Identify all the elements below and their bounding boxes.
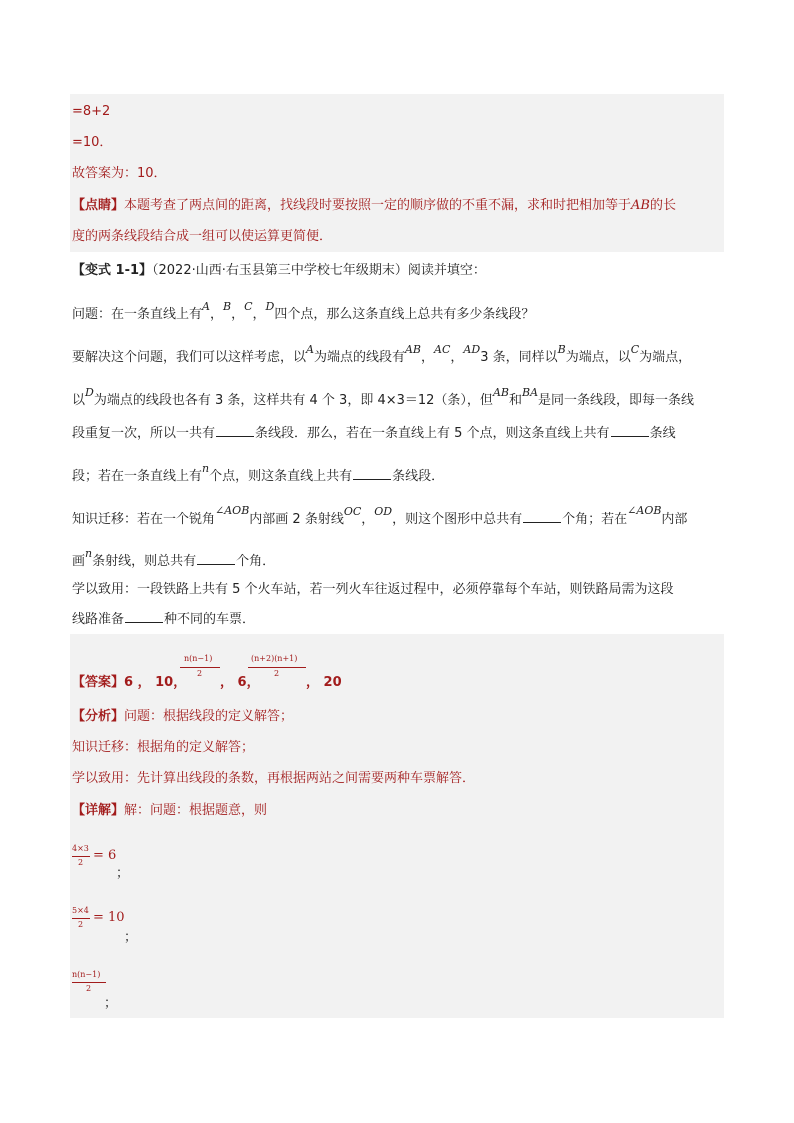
tip-text-b: 的长 <box>649 198 676 213</box>
problem-line-7 <box>72 547 276 571</box>
semicolon: ； <box>104 996 118 1011</box>
detail-line <box>72 802 267 820</box>
problem-line-9 <box>72 610 255 629</box>
tip-line-2: 度的两条线段结合成一组可以使运算更简便． <box>72 229 333 244</box>
fraction-denominator: 2 <box>78 858 84 867</box>
ray-oc: OC <box>343 505 362 518</box>
comma: ， <box>209 307 223 322</box>
semicolon: ； <box>124 930 138 945</box>
text: 和 <box>508 393 522 408</box>
var-n: n <box>85 547 93 560</box>
fraction-numerator: (n+2)(n+1) <box>251 654 298 663</box>
text: 线路准备 <box>72 612 125 627</box>
text: 为端点的线段也各有 3 条，这样共有 4 个 3，即 4×3＝12（条），但 <box>93 393 493 408</box>
text: 种不同的车票． <box>164 612 256 627</box>
problem-title <box>72 262 486 280</box>
calc-line-1: =8+2 <box>72 104 111 119</box>
answer-line <box>72 674 186 692</box>
fraction-denominator: 2 <box>197 669 203 678</box>
text: 段重复一次，所以一共有 <box>72 426 216 441</box>
problem-line-5 <box>72 462 445 486</box>
text: 条线段． <box>392 469 445 484</box>
point-a: A <box>306 343 314 356</box>
problem-line-4 <box>72 424 676 443</box>
equation-rhs: = 6 <box>93 848 117 863</box>
answer-values-3: ， 20 <box>306 675 342 690</box>
answer-blank-6[interactable] <box>125 610 163 623</box>
problem-line-3 <box>72 386 695 410</box>
analysis-text: 问题：根据线段的定义解答； <box>124 709 294 724</box>
answer-blank-1[interactable] <box>216 424 254 437</box>
ray-od: OD <box>374 505 393 518</box>
text: 条线 <box>649 426 676 441</box>
text: 知识迁移：若在一个锐角 <box>72 512 216 527</box>
point-d: D <box>265 300 275 313</box>
answer-blank-5[interactable] <box>197 552 235 565</box>
comma: ， <box>252 307 266 322</box>
text: 个角；若在 <box>562 512 628 527</box>
analysis-line-2: 知识迁移：根据角的定义解答； <box>72 740 255 755</box>
calc-line-2: =10． <box>72 135 113 150</box>
tip-line-1 <box>72 197 676 215</box>
point-a: A <box>202 300 210 313</box>
text: 个点，则这条直线上共有 <box>209 469 353 484</box>
tip-ab: AB <box>631 198 650 213</box>
angle-aob: ∠AOB <box>215 504 250 517</box>
text: 为端点的线段有 <box>313 350 405 365</box>
comma: ， <box>421 350 435 365</box>
text: 画 <box>72 554 86 569</box>
tip-text-a: 本题考查了两点间的距离，找线段时要按照一定的顺序做的不重不漏，求和时把相加等于 <box>124 198 632 213</box>
segment-ad: AD <box>463 343 481 356</box>
analysis-line-3: 学以致用：先计算出线段的条数，再根据两站之间需要两种车票解答． <box>72 771 476 786</box>
segment-ba: BA <box>521 386 539 399</box>
text: 为端点，以 <box>565 350 631 365</box>
analysis-tag: 【分析】 <box>72 709 125 724</box>
fraction-denominator: 2 <box>86 984 92 993</box>
text: 四个点，那么这条直线上总共有多少条线段？ <box>274 307 535 322</box>
fraction-numerator: 5×4 <box>72 906 89 915</box>
text: 要解决这个问题，我们可以这样考虑，以 <box>72 350 307 365</box>
detail-tag: 【详解】 <box>72 803 125 818</box>
point-b: B <box>222 300 232 313</box>
problem-line-2 <box>72 343 692 367</box>
problem-line-8: 学以致用：一段铁路上共有 5 个火车站，若一列火车往返过程中，必须停靠每个车站，则铁路局需为这段 <box>72 582 674 597</box>
text: 是同一条线段，即每一条线 <box>538 393 695 408</box>
tip-tag: 【点睛】 <box>72 198 125 213</box>
answer-statement: 故答案为：10． <box>72 166 167 181</box>
answer-blank-3[interactable] <box>353 467 391 480</box>
fraction-numerator: n(n−1) <box>72 970 101 979</box>
problem-tag: 【变式 1-1】 <box>72 263 153 278</box>
answer-values-1: 6 ， 10， <box>124 675 187 690</box>
segment-ab: AB <box>404 343 422 356</box>
semicolon: ； <box>116 866 130 881</box>
text: 内部画 2 条射线 <box>249 512 344 527</box>
text: 条射线，则总共有 <box>92 554 197 569</box>
problem-line-6 <box>72 504 688 529</box>
analysis-line <box>72 708 293 726</box>
text: 问题：在一条直线上有 <box>72 307 203 322</box>
point-c: C <box>244 300 253 313</box>
equation-rhs: = 10 <box>93 910 125 925</box>
comma: ， <box>231 307 245 322</box>
point-c: C <box>630 343 640 356</box>
answer-values-2: ， 6， <box>220 675 260 690</box>
text: 3 条，同样以 <box>480 350 558 365</box>
text: 内部 <box>661 512 688 527</box>
segment-ab: AB <box>492 386 509 399</box>
answer-fraction-2 <box>248 654 306 684</box>
angle-aob: ∠AOB <box>627 504 662 517</box>
text: 以 <box>72 393 86 408</box>
text: 个角． <box>236 554 276 569</box>
equation-3 <box>72 970 108 1000</box>
comma: ， <box>450 350 464 365</box>
text: ，则这个图形中总共有 <box>392 512 523 527</box>
segment-ac: AC <box>434 343 451 356</box>
fraction-numerator: n(n−1) <box>184 654 213 663</box>
point-b: B <box>557 343 566 356</box>
fraction-denominator: 2 <box>78 920 84 929</box>
comma: ， <box>361 512 375 527</box>
problem-instruction: 阅读并填空： <box>407 263 486 278</box>
text: 段；若在一条直线上有 <box>72 469 203 484</box>
answer-blank-4[interactable] <box>523 510 561 523</box>
text: 条线段．那么，若在一条直线上有 5 个点，则这条直线上共有 <box>255 426 610 441</box>
detail-text: 解：问题：根据题意，则 <box>124 803 268 818</box>
fraction-denominator: 2 <box>274 669 280 678</box>
fraction-numerator: 4×3 <box>72 844 89 853</box>
answer-fraction-1 <box>180 654 220 684</box>
text: 为端点， <box>639 350 692 365</box>
answer-tag: 【答案】 <box>72 675 125 690</box>
problem-line-1 <box>72 300 535 324</box>
answer-blank-2[interactable] <box>611 424 649 437</box>
problem-source: （2022·山西·右玉县第三中学校七年级期末） <box>152 263 408 278</box>
point-d: D <box>85 386 94 399</box>
var-n: n <box>202 462 210 475</box>
